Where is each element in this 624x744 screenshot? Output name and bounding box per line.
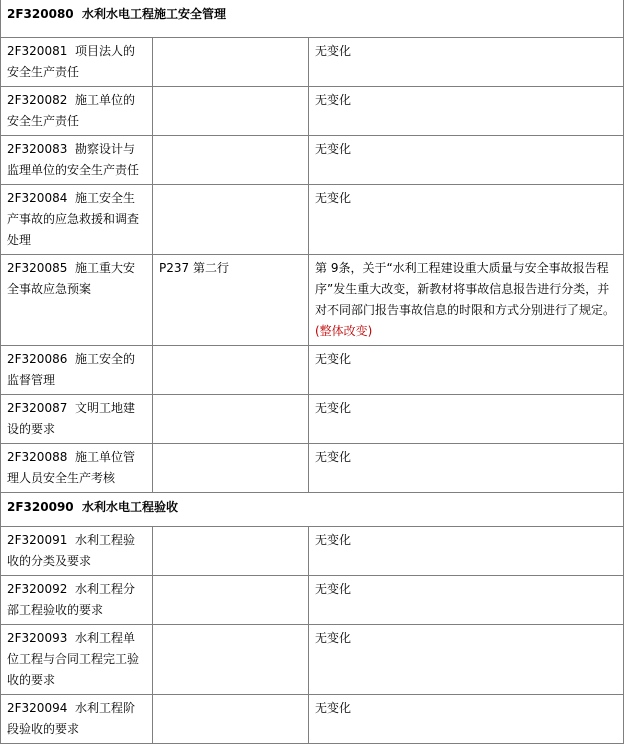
table-row bbox=[1, 87, 624, 136]
page-cell bbox=[153, 87, 309, 136]
topic-name: 水利工程单位工程与合同工程完工验收的要求 bbox=[7, 631, 140, 687]
topic-name: 水利工程验收的分类及要求 bbox=[7, 533, 136, 568]
topic-name: 水利工程阶段验收的要求 bbox=[7, 701, 136, 736]
topic-cell bbox=[1, 185, 153, 255]
topic-cell bbox=[1, 87, 153, 136]
change-cell: 无变化 bbox=[309, 136, 624, 185]
table-row bbox=[1, 38, 624, 87]
page-cell bbox=[153, 527, 309, 576]
table-row bbox=[1, 576, 624, 625]
topic-cell bbox=[1, 527, 153, 576]
topic-name: 水利工程分部工程验收的要求 bbox=[7, 582, 136, 617]
change-cell: 无变化 bbox=[309, 87, 624, 136]
topic-code: 2F320083 bbox=[7, 142, 68, 156]
table-row bbox=[1, 527, 624, 576]
change-cell: 无变化 bbox=[309, 185, 624, 255]
page-cell bbox=[153, 625, 309, 695]
page-cell: P237 第二行 bbox=[153, 255, 309, 346]
page-cell bbox=[153, 38, 309, 87]
change-cell bbox=[309, 255, 624, 346]
topic-cell bbox=[1, 576, 153, 625]
topic-code: 2F320086 bbox=[7, 352, 68, 366]
topic-cell bbox=[1, 625, 153, 695]
topic-code: 2F320087 bbox=[7, 401, 68, 415]
topic-name: 勘察设计与监理单位的安全生产责任 bbox=[7, 142, 140, 177]
section-code: 2F320090 bbox=[7, 500, 74, 514]
topic-code: 2F320093 bbox=[7, 631, 68, 645]
topic-cell bbox=[1, 695, 153, 744]
topic-name: 施工安全生产事故的应急救援和调查处理 bbox=[7, 191, 140, 247]
change-cell: 无变化 bbox=[309, 38, 624, 87]
page-cell bbox=[153, 346, 309, 395]
change-note: (整体改变) bbox=[315, 324, 373, 338]
page-cell bbox=[153, 695, 309, 744]
topic-code: 2F320092 bbox=[7, 582, 68, 596]
topic-code: 2F320094 bbox=[7, 701, 68, 715]
table-row bbox=[1, 346, 624, 395]
change-cell: 无变化 bbox=[309, 444, 624, 493]
page-cell bbox=[153, 395, 309, 444]
topic-cell bbox=[1, 395, 153, 444]
topic-name: 施工单位管理人员安全生产考核 bbox=[7, 450, 136, 485]
section-header bbox=[1, 0, 624, 38]
change-cell: 无变化 bbox=[309, 695, 624, 744]
change-cell: 无变化 bbox=[309, 527, 624, 576]
page-cell bbox=[153, 444, 309, 493]
topic-code: 2F320091 bbox=[7, 533, 68, 547]
topic-cell bbox=[1, 255, 153, 346]
table-row bbox=[1, 625, 624, 695]
topic-cell bbox=[1, 444, 153, 493]
table-row bbox=[1, 255, 624, 346]
topic-code: 2F320084 bbox=[7, 191, 68, 205]
page-cell bbox=[153, 136, 309, 185]
table-row bbox=[1, 395, 624, 444]
topic-code: 2F320085 bbox=[7, 261, 68, 275]
topic-code: 2F320081 bbox=[7, 44, 68, 58]
change-cell: 无变化 bbox=[309, 395, 624, 444]
page-cell bbox=[153, 576, 309, 625]
change-text: 第 9条，关于“水利工程建设重大质量与安全事故报告程序”发生重大改变，新教材将事故信息报告进行分类，并对不同部门报告事故信息的时限和方式分别进行了规定。 bbox=[315, 261, 616, 317]
table-row bbox=[1, 136, 624, 185]
change-cell: 无变化 bbox=[309, 625, 624, 695]
topic-cell bbox=[1, 38, 153, 87]
page-cell bbox=[153, 185, 309, 255]
table-row bbox=[1, 444, 624, 493]
table-row bbox=[1, 695, 624, 744]
section-header-row bbox=[1, 493, 624, 527]
topic-name: 施工安全的监督管理 bbox=[7, 352, 136, 387]
section-title: 水利水电工程验收 bbox=[82, 500, 179, 514]
topic-cell bbox=[1, 136, 153, 185]
topic-code: 2F320088 bbox=[7, 450, 68, 464]
section-code: 2F320080 bbox=[7, 7, 74, 21]
topic-code: 2F320082 bbox=[7, 93, 68, 107]
topic-name: 项目法人的安全生产责任 bbox=[7, 44, 136, 79]
section-title: 水利水电工程施工安全管理 bbox=[82, 7, 227, 21]
topic-name: 施工单位的安全生产责任 bbox=[7, 93, 136, 128]
section-header bbox=[1, 493, 624, 527]
topic-name: 文明工地建设的要求 bbox=[7, 401, 136, 436]
topic-cell bbox=[1, 346, 153, 395]
change-cell: 无变化 bbox=[309, 576, 624, 625]
table-row bbox=[1, 185, 624, 255]
topic-name: 施工重大安全事故应急预案 bbox=[7, 261, 136, 296]
change-cell: 无变化 bbox=[309, 346, 624, 395]
section-header-row bbox=[1, 0, 624, 38]
